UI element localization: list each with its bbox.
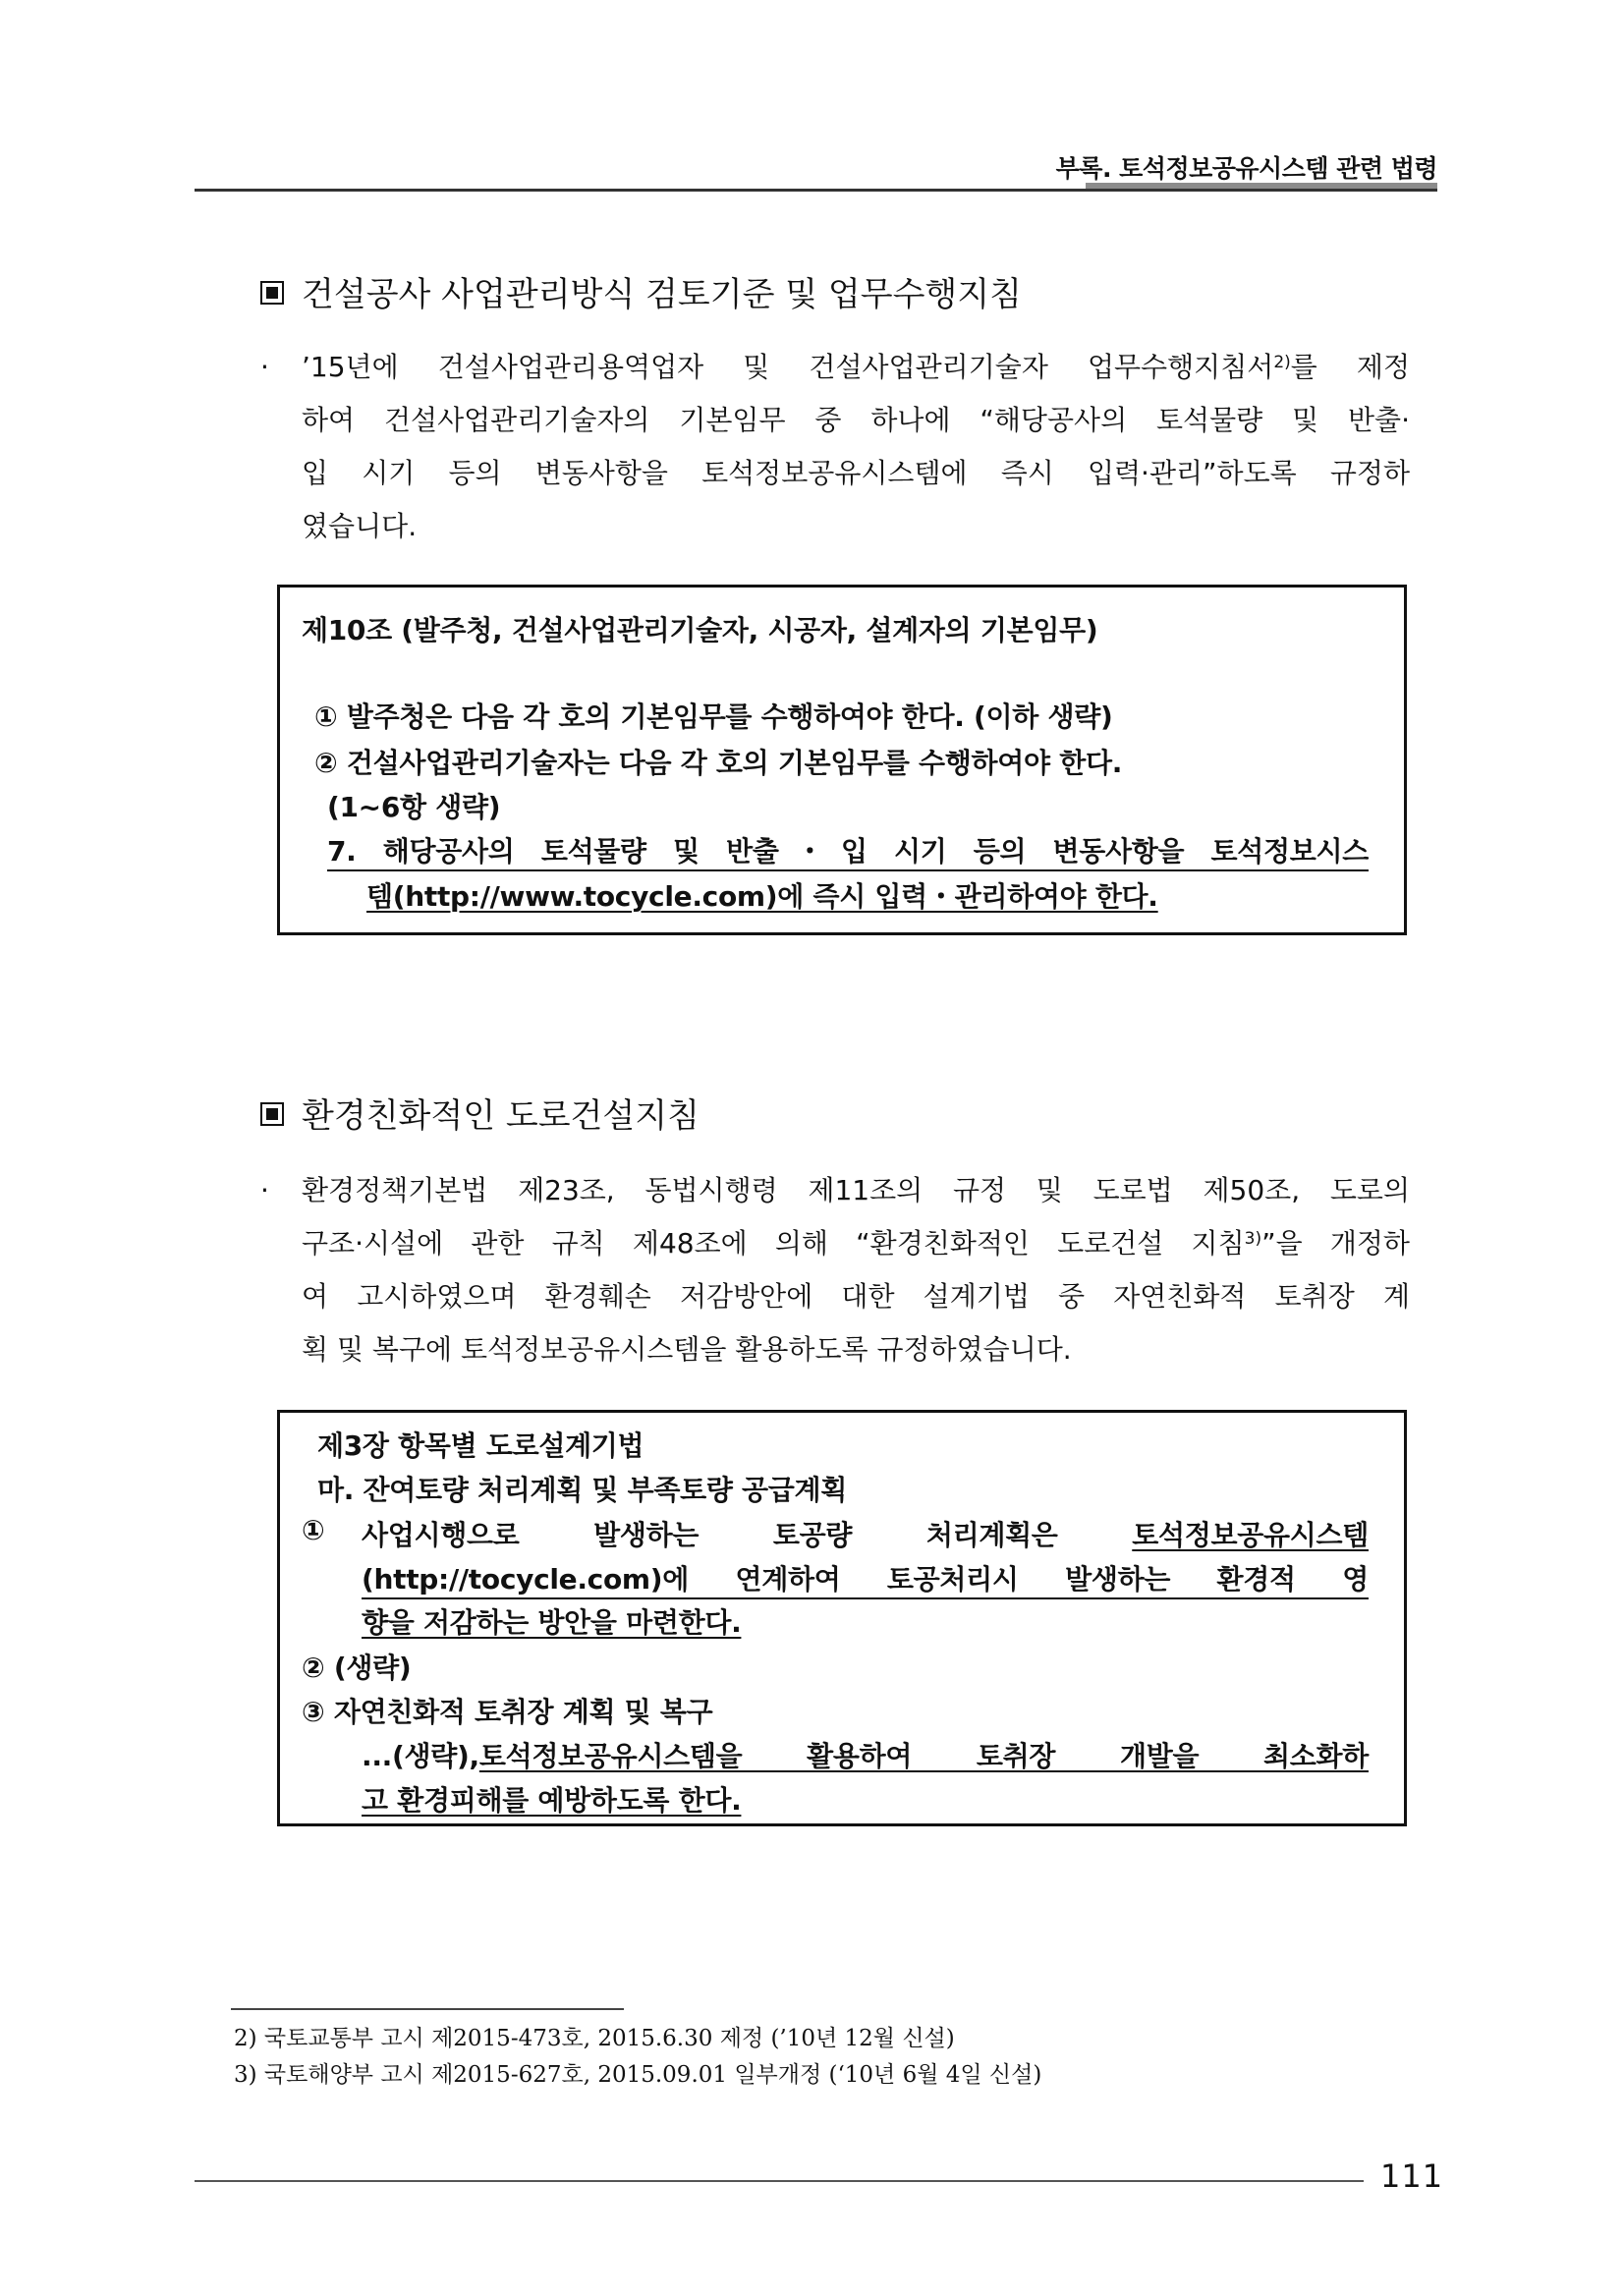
paragraph-line: 하여 건설사업관리기술자의 기본임무 중 하나에 “해당공사의 토석물량 및 반출·	[302, 404, 1410, 436]
paragraph-line: 구조·시설에 관한 규칙 제48조에 의해 “환경친화적인 도로건설 지침$^{3)}$”을 개정하	[302, 1227, 1410, 1260]
box-line: ② 건설사업관리기술자는 다음 각 호의 기본임무를 수행하여야 한다.	[314, 747, 1123, 779]
footnote-ref: 3)	[1244, 1229, 1262, 1249]
bullet: ·	[260, 351, 269, 383]
section-title-text: 환경친화적인 도로건설지침	[302, 1096, 700, 1136]
bullet: ·	[260, 1174, 269, 1206]
section-title-text: 건설공사 사업관리방식 검토기준 및 업무수행지침	[302, 275, 1022, 314]
section-2-paragraph	[260, 1164, 1410, 1376]
box-line: ② (생략)	[302, 1652, 412, 1684]
box-line-underlined: 템(http://www.tocycle.com)에 즉시 입력・관리하여야 한다.	[366, 880, 1158, 913]
box-line-marker: ①	[302, 1514, 325, 1546]
box-line: ...(생략),토석정보공유시스템을 활용하여 토취장 개발을 최소화하	[362, 1740, 1369, 1772]
box-line-underlined: 7. 해당공사의 토석물량 및 반출・입 시기 등의 변동사항을 토석정보시스	[327, 830, 1369, 871]
footnote-rule	[231, 2008, 624, 2010]
box-heading: 제10조 (발주청, 건설사업관리기술자, 시공자, 설계자의 기본임무)	[302, 614, 1098, 646]
box-line: ③ 자연친화적 토취장 계획 및 복구	[302, 1696, 713, 1728]
running-header: 부록. 토석정보공유시스템 관련 법령	[1055, 154, 1437, 183]
paragraph-line: · 환경정책기본법 제23조, 동법시행령 제11조의 규정 및 도로법 제50조, 도로의	[260, 1164, 1410, 1217]
section-1-paragraph	[260, 341, 1410, 553]
box-line-underlined: 향을 저감하는 방안을 마련한다.	[362, 1606, 742, 1639]
page-number: 111	[1380, 2157, 1444, 2195]
paragraph-line: 였습니다.	[302, 510, 418, 542]
section-marker-icon	[260, 281, 284, 305]
footnote-2: 2) 국토교통부 고시 제2015-473호, 2015.6.30 제정 (’10년 12월 신설)	[234, 2026, 955, 2051]
paragraph-line: · ’15년에 건설사업관리용역업자 및 건설사업관리기술자 업무수행지침서$^{2)}$를 제정	[260, 341, 1410, 394]
paragraph-line: 입 시기 등의 변동사항을 토석정보공유시스템에 즉시 입력·관리”하도록 규정하	[302, 457, 1410, 489]
box-line: (1~6항 생략)	[327, 791, 501, 823]
paragraph-line: 여 고시하였으며 환경훼손 저감방안에 대한 설계기법 중 자연친화적 토취장 계	[302, 1280, 1410, 1313]
law-excerpt-box-2	[277, 1410, 1407, 1826]
section-title-2	[260, 1089, 700, 1137]
box-heading: 제3장 항목별 도로설계기법	[317, 1429, 644, 1462]
box-line: 사업시행으로 발생하는 토공량 처리계획은 토석정보공유시스템	[362, 1519, 1369, 1551]
footnote-3: 3) 국토해양부 고시 제2015-627호, 2015.09.01 일부개정 (‘10년 6월 4일 신설)	[234, 2062, 1042, 2088]
header-rule	[195, 189, 1437, 192]
box-line-underlined: 고 환경피해를 예방하도록 한다.	[362, 1784, 742, 1817]
paragraph-line: 획 및 복구에 토석정보공유시스템을 활용하도록 규정하였습니다.	[302, 1333, 1072, 1366]
law-excerpt-box-1	[277, 585, 1407, 935]
section-marker-icon	[260, 1102, 284, 1126]
box-line: ① 발주청은 다음 각 호의 기본임무를 수행하여야 한다. (이하 생략)	[314, 700, 1113, 733]
box-line-underlined: (http://tocycle.com)에 연계하여 토공처리시 발생하는 환경적 영	[362, 1558, 1369, 1599]
footer-rule	[195, 2180, 1364, 2182]
footnote-ref: 2)	[1273, 353, 1291, 372]
section-title-1	[260, 267, 1022, 315]
box-line: 마. 잔여토량 처리계획 및 부족토량 공급계획	[317, 1474, 848, 1506]
